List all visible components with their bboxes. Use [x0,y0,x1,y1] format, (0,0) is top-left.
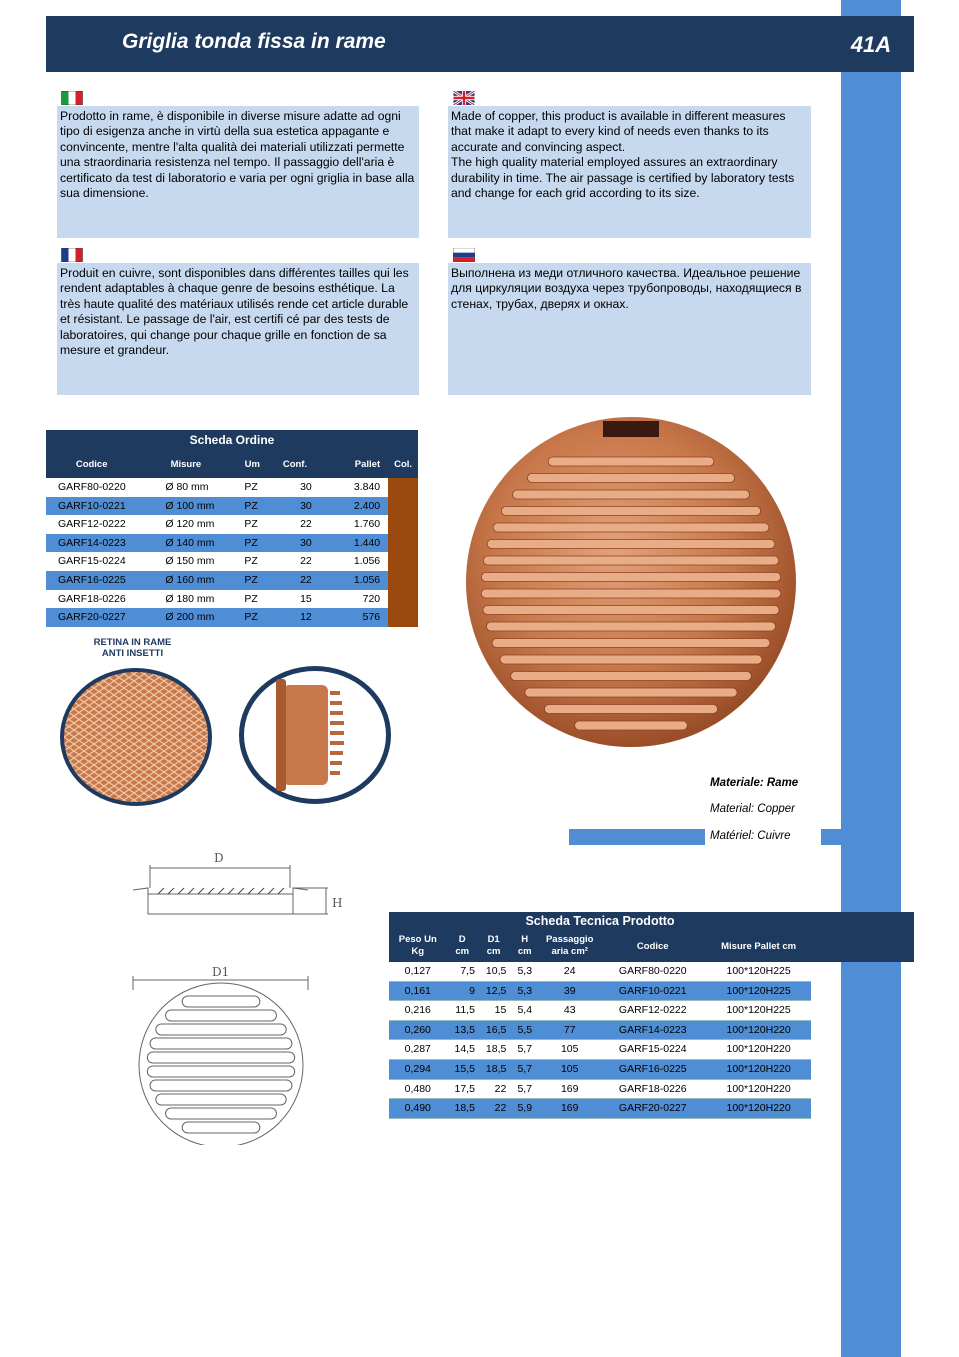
order-cell-um: PZ [244,555,258,568]
drawing-louver [166,1010,277,1021]
order-cell-pallet: 1.056 [353,573,381,586]
tech-table-header [389,930,811,962]
order-cell-conf: 30 [300,481,312,493]
grille-louver [575,721,688,730]
order-table-row [46,571,418,590]
order-cell-conf: 30 [300,499,312,512]
tech-cell-passaggio: 105 [540,1059,599,1079]
order-cell-pallet: 1.760 [353,518,381,531]
uk-flag-icon [453,91,475,105]
order-cell-conf: 30 [300,536,312,549]
tech-cell-codice: GARF16-0225 [599,1059,706,1079]
order-cell-um: PZ [244,481,258,493]
tech-cell-peso: 0,294 [389,1059,447,1079]
dimension-d-label: D [214,851,224,865]
order-cell-misure: Ø 140 mm [165,536,215,549]
tech-cell-peso: 0,161 [389,981,447,1001]
tech-cell-codice: GARF14-0223 [599,1020,706,1040]
order-table-row [46,552,418,571]
order-cell-color-swatch [388,478,418,497]
tech-cell-d1: 22 [478,1099,509,1119]
page-title: Griglia tonda fissa in rame [122,30,386,53]
order-cell-um: PZ [244,499,258,512]
order-cell-misure: Ø 120 mm [165,518,215,531]
tech-cell-misure-pallet: 100*120H220 [706,1099,811,1119]
grille-louver [501,507,760,516]
drawing-louver [156,1024,286,1035]
order-cell-codice: GARF80-0220 [58,481,126,493]
grille-louver [500,655,762,664]
order-cell-um: PZ [244,592,258,605]
page-number: 41A [850,32,892,57]
tech-cell-h: 5,9 [509,1099,540,1119]
tech-cell-h: 5,7 [509,1059,540,1079]
tech-cell-passaggio: 43 [540,1001,599,1021]
tech-cell-passaggio: 169 [540,1099,599,1119]
tech-cell-d1: 10,5 [478,962,509,981]
order-header-conf: Conf. [282,458,308,470]
tech-header-d1: D1 cm [486,934,501,957]
order-cell-color-swatch [388,497,418,516]
insect-net-label: RETINA IN RAME ANTI INSETTI [93,637,172,659]
grille-louver [481,589,781,598]
order-cell-um: PZ [244,611,258,624]
tech-cell-codice: GARF15-0224 [599,1040,706,1060]
tech-cell-passaggio: 77 [540,1020,599,1040]
tech-cell-d1: 22 [478,1079,509,1099]
russian-flag-icon [453,248,475,262]
order-table-row [46,608,418,627]
order-cell-misure: Ø 150 mm [165,555,215,568]
order-table [46,430,418,627]
description-en: Made of copper, this product is available in different measures that make it adapt to every kind of needs even thanks to its accurate and convincing aspect. The high quality material employed assures an extraordinary durability in time. The air passage is certified by laboratory tests and change for each grid according to its size. [448,106,811,238]
grille-louver [544,705,717,714]
order-cell-codice: GARF12-0222 [58,518,126,531]
tech-cell-passaggio: 24 [540,962,599,981]
order-cell-pallet: 3.840 [353,481,381,493]
order-cell-color-swatch [388,608,418,627]
front-view-drawing [128,960,328,1145]
tech-cell-peso: 0,480 [389,1079,447,1099]
order-cell-color-swatch [388,515,418,534]
material-en: Material: Copper [710,803,796,815]
tech-table [389,930,811,1119]
tech-cell-h: 5,5 [509,1020,540,1040]
grille-louver [486,622,775,631]
order-header-misure: Misure [170,458,202,470]
order-cell-pallet: 720 [362,592,381,605]
tech-header-h: H cm [517,934,532,957]
tech-cell-codice: GARF18-0226 [599,1079,706,1099]
grille-louver [483,556,778,565]
tech-cell-misure-pallet: 100*120H220 [706,1079,811,1099]
order-cell-color-swatch [388,590,418,609]
order-cell-conf: 22 [300,573,312,586]
order-cell-misure: Ø 80 mm [165,481,209,493]
order-cell-codice: GARF20-0227 [58,611,126,624]
tech-cell-d: 14,5 [447,1040,478,1060]
tech-cell-codice: GARF20-0227 [599,1099,706,1119]
insect-net-image [59,667,214,807]
order-cell-misure: Ø 180 mm [165,592,215,605]
order-cell-color-swatch [388,552,418,571]
tech-cell-h: 5,7 [509,1079,540,1099]
tech-cell-misure-pallet: 100*120H220 [706,1020,811,1040]
tech-table-row [389,1040,811,1060]
material-bar-right [821,829,841,845]
tech-cell-misure-pallet: 100*120H225 [706,962,811,981]
tech-cell-codice: GARF10-0221 [599,981,706,1001]
tech-cell-codice: GARF12-0222 [599,1001,706,1021]
description-ru: Выполнена из меди отличного качества. Идеальное решение для циркуляции воздуха через трубопроводы, находящиеся в стенах, трубах, дверях и окнах. [448,263,811,395]
grille-louver [511,672,752,681]
tech-cell-passaggio: 39 [540,981,599,1001]
side-profile-drawing [128,848,358,923]
drawing-louver [182,1122,260,1133]
tech-cell-d1: 16,5 [478,1020,509,1040]
tech-cell-d1: 12,5 [478,981,509,1001]
tech-table-body [389,962,811,1118]
order-header-col: Col. [394,458,413,470]
order-header-codice: Codice [75,458,108,470]
description-fr: Produit en cuivre, sont disponibles dans différentes tailles qui les rendent adaptables à chaque genre de besoins esthétique. La très haute qualité des matériaux utilisés rende cet article durable et résistant. Le passage de l'air, est certifi cé par des tests de laboratoires, qui change pour chaque grille en fonction de sa mesure et grandeur. [57,263,419,395]
side-view-image [238,665,393,805]
tech-cell-d: 13,5 [447,1020,478,1040]
tech-table-row [389,1079,811,1099]
tech-cell-d: 7,5 [447,962,478,981]
tech-cell-d: 17,5 [447,1079,478,1099]
side-color-bar [841,0,901,1357]
grille-louver [527,474,734,483]
order-table-row [46,590,418,609]
order-cell-misure: Ø 100 mm [165,499,215,512]
tech-table-row [389,962,811,981]
dimension-h-label: H [332,896,343,910]
order-cell-pallet: 1.056 [353,555,381,568]
order-cell-misure: Ø 160 mm [165,573,215,586]
tech-cell-peso: 0,127 [389,962,447,981]
tech-header-codice: Codice [636,940,669,952]
tech-cell-d: 15,5 [447,1059,478,1079]
tech-cell-d1: 18,5 [478,1040,509,1060]
grille-louver [483,606,779,615]
drawing-louver [147,1066,294,1077]
tech-cell-d: 9 [447,981,478,1001]
order-header-um: Um [244,458,260,470]
tech-cell-h: 5,7 [509,1040,540,1060]
order-cell-conf: 12 [300,611,312,624]
drawing-louver [166,1108,277,1119]
tech-cell-misure-pallet: 100*120H225 [706,981,811,1001]
copper-grille-image [448,415,818,750]
tech-table-row [389,1059,811,1079]
brand-logo [603,421,659,437]
description-it: Prodotto in rame, è disponibile in diverse misure adatte ad ogni tipo di esigenza anche in virtù della sua estetica appagante e convincente, mentre l'alta qualità dei materiali utilizzati permette una straordinaria resistenza nel tempo. Il passaggio dell'aria è certificato da test di laboratorio e varia per ogni griglia in base alla sua dimensione. [57,106,419,238]
tech-cell-codice: GARF80-0220 [599,962,706,981]
grille-louver [548,457,714,466]
order-table-row [46,478,418,497]
order-table-header [46,450,418,478]
drawing-louver [156,1094,286,1105]
drawing-louver [182,996,260,1007]
order-table-body [46,478,418,627]
tech-cell-peso: 0,260 [389,1020,447,1040]
order-cell-pallet: 2.400 [353,499,381,512]
order-cell-codice: GARF18-0226 [58,592,126,605]
tech-table-row [389,981,811,1001]
grille-louver [525,688,737,697]
grille-louvers [481,457,781,730]
tech-cell-passaggio: 105 [540,1040,599,1060]
italian-flag-icon [61,91,83,105]
tech-cell-h: 5,3 [509,962,540,981]
order-table-row [46,534,418,553]
french-flag-icon [61,248,83,262]
tech-header-peso: Peso Un Kg [398,934,437,957]
tech-cell-passaggio: 169 [540,1079,599,1099]
grille-louver [487,540,775,549]
grille-louver [481,573,780,582]
tech-header-misure-pallet: Misure Pallet cm [721,940,797,952]
dimension-d1-label: D1 [212,965,230,979]
order-table-title: Scheda Ordine [46,430,418,450]
order-cell-um: PZ [244,573,258,586]
tech-cell-h: 5,3 [509,981,540,1001]
drawing-louver [150,1038,292,1049]
tech-cell-d1: 18,5 [478,1059,509,1079]
order-cell-conf: 22 [300,518,312,531]
order-header-pallet: Pallet [354,458,381,470]
grille-louver [492,639,770,648]
order-cell-codice: GARF16-0225 [58,573,126,586]
tech-cell-h: 5,4 [509,1001,540,1021]
tech-cell-misure-pallet: 100*120H220 [706,1040,811,1060]
material-it: Materiale: Rame [710,777,799,789]
order-cell-color-swatch [388,571,418,590]
tech-table-row [389,1020,811,1040]
order-cell-conf: 15 [300,592,312,605]
order-cell-codice: GARF15-0224 [58,555,126,568]
tech-table-row [389,1099,811,1119]
order-cell-pallet: 1.440 [353,536,381,549]
order-cell-codice: GARF14-0223 [58,536,126,549]
tech-cell-misure-pallet: 100*120H220 [706,1059,811,1079]
material-bar-left [569,829,705,845]
grille-louver [493,523,769,532]
drawing-louver [150,1080,292,1091]
order-cell-color-swatch [388,534,418,553]
tech-table-row [389,1001,811,1021]
order-table-row [46,515,418,534]
tech-table-title: Scheda Tecnica Prodotto [525,914,675,928]
order-cell-um: PZ [244,536,258,549]
tech-cell-d: 11,5 [447,1001,478,1021]
drawing-louver [147,1052,294,1063]
order-table-row [46,497,418,516]
tech-cell-peso: 0,287 [389,1040,447,1060]
tech-cell-d: 18,5 [447,1099,478,1119]
tech-header-d: D cm [455,934,470,957]
grille-louver [513,490,750,499]
tech-header-passaggio: Passaggio aria cm² [545,934,594,957]
order-cell-pallet: 576 [362,611,381,624]
material-fr: Matériel: Cuivre [710,830,791,842]
order-cell-codice: GARF10-0221 [58,499,126,512]
order-cell-misure: Ø 200 mm [165,611,215,624]
tech-cell-peso: 0,490 [389,1099,447,1119]
order-cell-conf: 22 [300,555,312,568]
tech-cell-misure-pallet: 100*120H225 [706,1001,811,1021]
tech-cell-d1: 15 [478,1001,509,1021]
order-cell-um: PZ [244,518,258,531]
tech-cell-peso: 0,216 [389,1001,447,1021]
